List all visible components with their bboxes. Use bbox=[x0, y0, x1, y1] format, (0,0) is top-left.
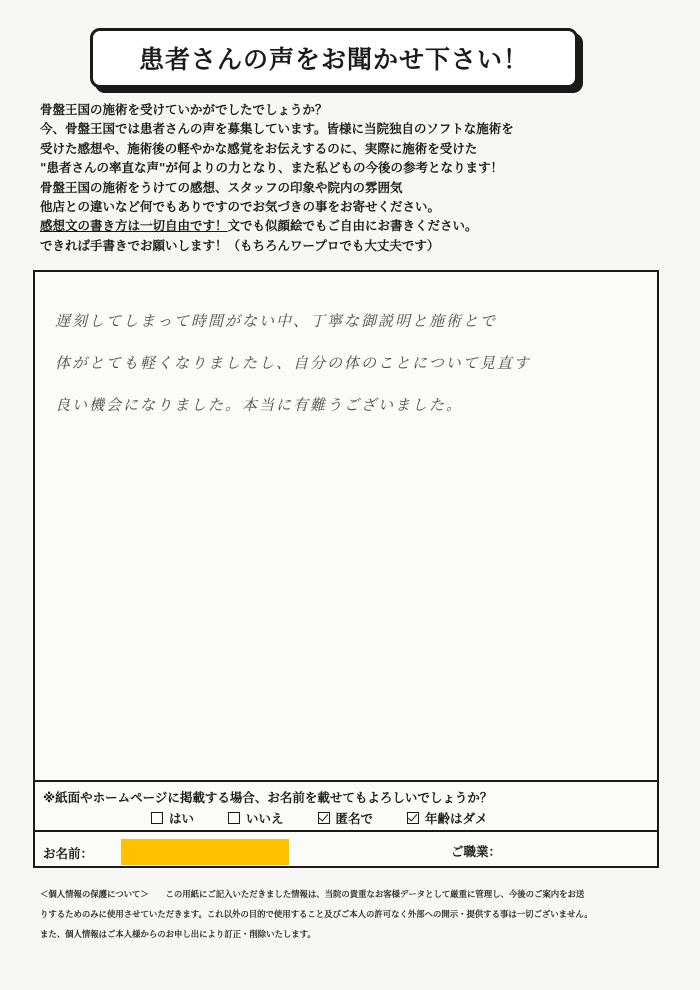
option-label: はい bbox=[169, 811, 195, 826]
option-label: 匿名で bbox=[335, 811, 374, 826]
checkbox-yes[interactable] bbox=[151, 812, 163, 824]
comment-area[interactable] bbox=[35, 272, 657, 782]
name-job-row bbox=[35, 832, 657, 868]
intro-line-free-style bbox=[40, 216, 670, 235]
privacy-line: りするためのみに使用させていただきます。これ以外の目的で使用すること及びご本人の許可なく外部への開示・提供する事は一切ございません。 bbox=[40, 909, 593, 919]
option-no-age[interactable] bbox=[407, 809, 488, 827]
intro-line: 今、骨盤王国では患者さんの声を募集しています。皆様に当院独自のソフトな施術を bbox=[40, 121, 514, 137]
name-label: お名前： bbox=[43, 846, 94, 861]
option-no[interactable] bbox=[228, 809, 284, 827]
title-box bbox=[90, 28, 578, 88]
handwritten-comment bbox=[55, 300, 615, 426]
intro-line-handwriting-request: できれば手書きでお願いします！（もちろんワープロでも大丈夫です） bbox=[40, 237, 440, 253]
intro-emphasis-rest: 文でも似顔絵でもご自由にお書きください。 bbox=[227, 218, 478, 234]
handwritten-line: 体がとても軽くなりましたし、自分の体のことについて見直す bbox=[55, 354, 531, 372]
consent-question: ※紙面やホームページに掲載する場合、お名前を載せてもよろしいでしょうか？ bbox=[43, 790, 493, 805]
job-label: ご職業： bbox=[451, 844, 502, 859]
page-title: 患者さんの声をお聞かせ下さい！ bbox=[138, 45, 529, 74]
privacy-line: ＜個人情報の保護について＞ この用紙にご記入いただきました情報は、当院の貴重なお客様データとして厳重に管理し、今後のご案内をお送 bbox=[40, 889, 585, 899]
intro-line: 受けた感想や、施術後の軽やかな感覚をお伝えするのに、実際に施術を受けた bbox=[40, 140, 478, 156]
checkbox-no-age[interactable] bbox=[407, 812, 419, 824]
name-field-redacted[interactable] bbox=[121, 839, 289, 865]
intro-line: 骨盤王国の施術をうけての感想、スタッフの印象や院内の雰囲気 bbox=[40, 179, 403, 195]
consent-section bbox=[35, 782, 657, 832]
handwritten-line: 遅刻してしまって時間がない中、丁寧な御説明と施術とで bbox=[55, 312, 498, 330]
form-frame bbox=[33, 270, 659, 868]
option-yes[interactable] bbox=[151, 809, 194, 827]
intro-text bbox=[40, 100, 670, 255]
privacy-line: また、個人情報はご本人様からのお申し出により訂正・削除いたします。 bbox=[40, 929, 316, 939]
consent-options bbox=[151, 809, 488, 827]
privacy-notice bbox=[40, 884, 665, 944]
handwritten-line: 良い機会になりました。本当に有難うございました。 bbox=[55, 396, 464, 414]
intro-line: 骨盤王国の施術を受けていかがでしたでしょうか？ bbox=[40, 102, 328, 117]
checkbox-anonymous[interactable] bbox=[318, 812, 330, 824]
intro-line: "患者さんの率直な声"が何よりの力となり、また私どもの今後の参考となります！ bbox=[40, 160, 504, 176]
intro-line: 他店との違いなど何でもありですのでお気づきの事をお寄せください。 bbox=[40, 199, 441, 215]
option-label: 年齢はダメ bbox=[425, 811, 488, 826]
checkbox-no[interactable] bbox=[228, 812, 240, 824]
option-anonymous[interactable] bbox=[318, 809, 374, 827]
intro-emphasis: 感想文の書き方は一切自由です！ bbox=[40, 218, 228, 234]
option-label: いいえ bbox=[246, 811, 284, 826]
